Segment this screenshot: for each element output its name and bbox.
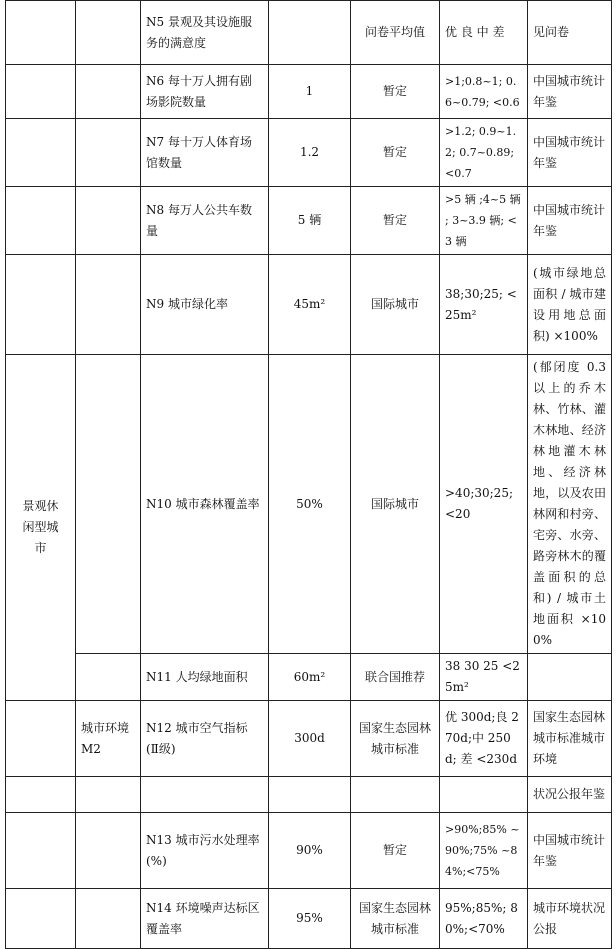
grade-range: 优 良 中 差 bbox=[440, 1, 528, 65]
grade-range: >90%;85% ~90%;75% ~84%;<75% bbox=[440, 813, 528, 889]
data-source: 见问卷 bbox=[528, 1, 612, 65]
data-source: 城市环境状况公报 bbox=[528, 889, 612, 949]
table-cell bbox=[6, 813, 76, 889]
data-source: 中国城市统计年鉴 bbox=[528, 813, 612, 889]
grade-range: 38 30 25 <25m² bbox=[440, 654, 528, 701]
table-row bbox=[6, 777, 612, 813]
table-cell bbox=[141, 777, 269, 813]
standard-source: 暂定 bbox=[351, 813, 440, 889]
data-source: 状况公报年鉴 bbox=[528, 777, 612, 813]
target-value: 60m² bbox=[269, 654, 351, 701]
target-value: 1.2 bbox=[269, 119, 351, 187]
table-cell bbox=[6, 889, 76, 949]
table-cell bbox=[76, 255, 141, 355]
table-cell bbox=[6, 777, 76, 813]
target-value: 95% bbox=[269, 889, 351, 949]
table-cell bbox=[351, 777, 440, 813]
indicator-name: N11 人均绿地面积 bbox=[141, 654, 269, 701]
standard-source: 暂定 bbox=[351, 187, 440, 255]
table-cell bbox=[6, 1, 76, 65]
table-cell bbox=[440, 777, 528, 813]
indicator-name: N8 每万人公共车数量 bbox=[141, 187, 269, 255]
grade-range: >40;30;25; <20 bbox=[440, 355, 528, 654]
data-source: 中国城市统计年鉴 bbox=[528, 119, 612, 187]
table-row bbox=[6, 654, 612, 701]
data-source: (郁闭度 0.3 以上的乔木林、竹林、灌木林地、经济林地灌木林地、经济林地，以及农田林网和村旁、宅旁、水旁、路旁林木的覆盖面积的总和) / 城市土地面积 ×100% bbox=[528, 355, 612, 654]
target-value: 300d bbox=[269, 701, 351, 777]
target-value: 1 bbox=[269, 65, 351, 119]
indicator-name: N12 城市空气指标 (Ⅱ级) bbox=[141, 701, 269, 777]
grade-range: 38;30;25; <25m² bbox=[440, 255, 528, 355]
grade-range: >1;0.8~1; 0.6~0.79; <0.6 bbox=[440, 65, 528, 119]
table-cell bbox=[76, 65, 141, 119]
target-value: 50% bbox=[269, 355, 351, 654]
category-label: 景观休闲型城市 bbox=[6, 355, 76, 701]
table-cell bbox=[76, 187, 141, 255]
table-row bbox=[6, 889, 612, 949]
table-cell bbox=[6, 119, 76, 187]
table-row bbox=[6, 187, 612, 255]
grade-range: >5 辆 ;4~5 辆 ; 3~3.9 辆; <3 辆 bbox=[440, 187, 528, 255]
data-source: 中国城市统计年鉴 bbox=[528, 187, 612, 255]
data-source bbox=[528, 654, 612, 701]
table-cell bbox=[76, 777, 141, 813]
table-cell bbox=[76, 119, 141, 187]
table-row bbox=[6, 255, 612, 355]
data-source: (城市绿地总面积 / 城市建设用地总面积) ×100% bbox=[528, 255, 612, 355]
table-cell bbox=[76, 813, 141, 889]
subcategory-label: 城市环境 M2 bbox=[76, 701, 141, 777]
grade-range: 优 300d;良 270d;中 250d; 差 <230d bbox=[440, 701, 528, 777]
target-value: 90% bbox=[269, 813, 351, 889]
table-cell bbox=[6, 255, 76, 355]
standard-source: 国家生态园林城市标准 bbox=[351, 889, 440, 949]
indicator-name: N10 城市森林覆盖率 bbox=[141, 355, 269, 654]
target-value: 5 辆 bbox=[269, 187, 351, 255]
indicator-table bbox=[5, 0, 612, 949]
standard-source: 国际城市 bbox=[351, 355, 440, 654]
table-cell bbox=[76, 889, 141, 949]
table-cell bbox=[6, 65, 76, 119]
standard-source: 问卷平均值 bbox=[351, 1, 440, 65]
table-cell bbox=[6, 187, 76, 255]
grade-range: 95%;85%; 80%;<70% bbox=[440, 889, 528, 949]
indicator-name: N7 每十万人体育场馆数量 bbox=[141, 119, 269, 187]
standard-source: 联合国推荐 bbox=[351, 654, 440, 701]
indicator-name: N13 城市污水处理率 (%) bbox=[141, 813, 269, 889]
table-cell bbox=[76, 355, 141, 654]
standard-source: 国际城市 bbox=[351, 255, 440, 355]
table-row bbox=[6, 119, 612, 187]
indicator-name: N5 景观及其设施服务的满意度 bbox=[141, 1, 269, 65]
indicator-name: N14 环境噪声达标区覆盖率 bbox=[141, 889, 269, 949]
grade-range: >1.2; 0.9~1.2; 0.7~0.89;<0.7 bbox=[440, 119, 528, 187]
table-row bbox=[6, 355, 612, 654]
table-row bbox=[6, 701, 612, 777]
data-source: 中国城市统计年鉴 bbox=[528, 65, 612, 119]
indicator-name: N9 城市绿化率 bbox=[141, 255, 269, 355]
standard-source: 国家生态园林城市标准 bbox=[351, 701, 440, 777]
indicator-name: N6 每十万人拥有剧场影院数量 bbox=[141, 65, 269, 119]
standard-source: 暂定 bbox=[351, 65, 440, 119]
target-value bbox=[269, 1, 351, 65]
table-row bbox=[6, 813, 612, 889]
target-value: 45m² bbox=[269, 255, 351, 355]
standard-source: 暂定 bbox=[351, 119, 440, 187]
table-row bbox=[6, 1, 612, 65]
table-cell bbox=[76, 1, 141, 65]
table-row bbox=[6, 65, 612, 119]
data-source: 国家生态园林城市标准城市环境 bbox=[528, 701, 612, 777]
table-cell bbox=[6, 701, 76, 777]
table-cell bbox=[269, 777, 351, 813]
table-cell bbox=[76, 654, 141, 701]
